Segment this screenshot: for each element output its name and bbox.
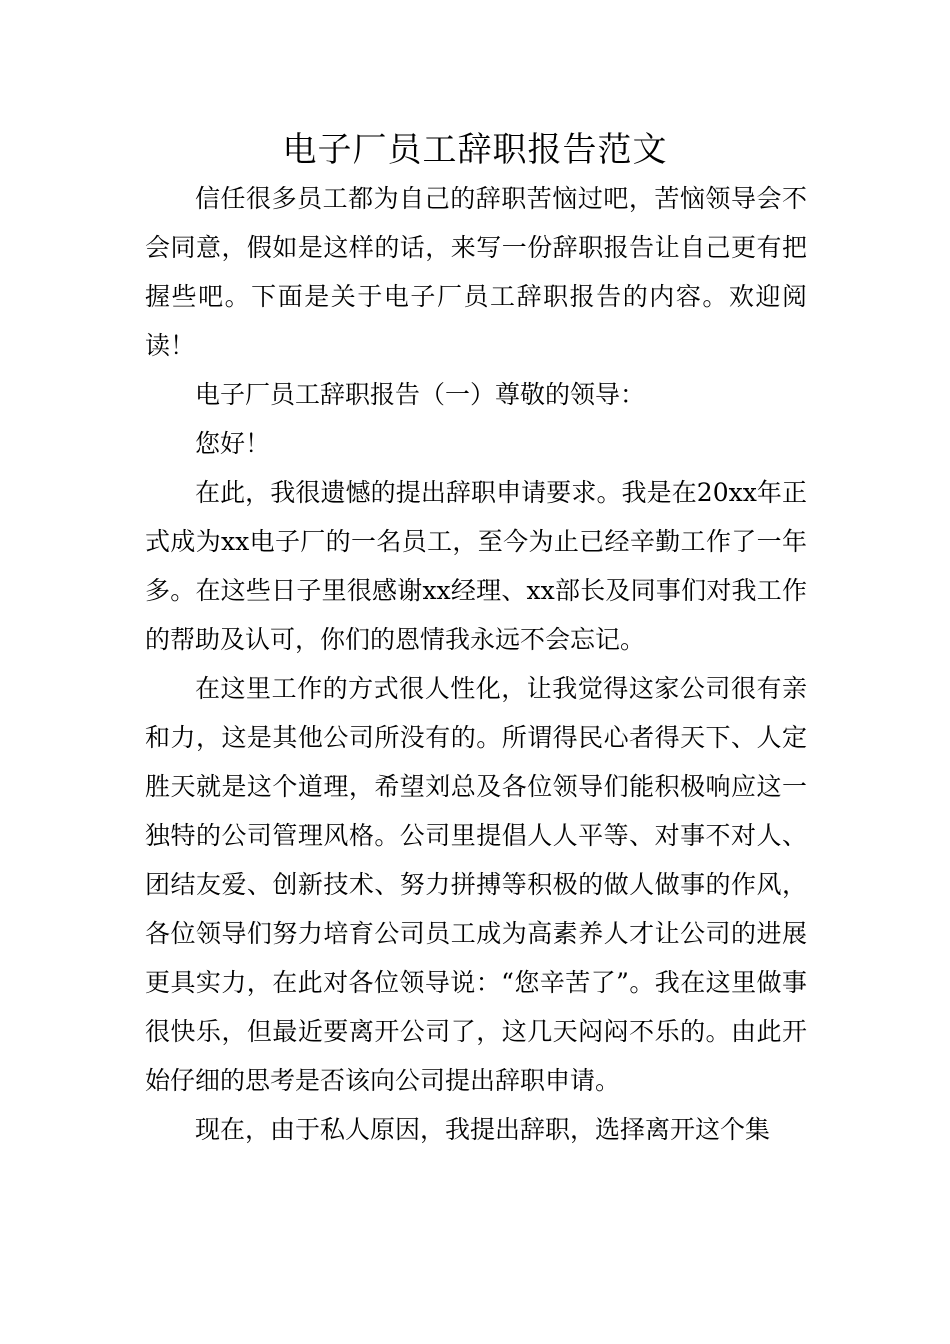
paragraph-company-culture: 在这里工作的方式很人性化，让我觉得这家公司很有亲和力，这是其他公司所没有的。所谓得民心者得天下、人定胜天就是这个道理，希望刘总及各位领导们能积极响应这一独特的公司管理风格。公司里提倡人人平等、对事不对人、团结友爱、创新技术、努力拼搏等积极的做人做事的作风，各位领导们努力培育公司员工成为高素养人才让公司的进展更具实力，在此对各位领导说：“您辛苦了”。我在这里做事很快乐，但最近要离开公司了，这几天闷闷不乐的。由此开始仔细的思考是否该向公司提出辞职申请。 [145, 674, 807, 1095]
paragraph-report-heading: 电子厂员工辞职报告（一）尊敬的领导： [195, 380, 646, 409]
paragraph-greeting: 您好！ [195, 429, 271, 458]
document-body [145, 174, 807, 1154]
paragraph-resignation-request: 在此，我很遗憾的提出辞职申请要求。我是在20xx年正式成为xx电子厂的一名员工，至今为止已经辛勤工作了一年多。在这些日子里很感谢xx经理、xx部长及同事们对我工作的帮助及认可，你们的恩情我永远不会忘记。 [145, 478, 807, 654]
paragraph-reason: 现在，由于私人原因，我提出辞职，选择离开这个集 [195, 1115, 771, 1144]
paragraph-intro: 信任很多员工都为自己的辞职苦恼过吧，苦恼领导会不会同意，假如是这样的话，来写一份辞职报告让自己更有把握些吧。下面是关于电子厂员工辞职报告的内容。欢迎阅读！ [145, 184, 807, 360]
document-title: 电子厂员工辞职报告范文 [282, 130, 668, 170]
